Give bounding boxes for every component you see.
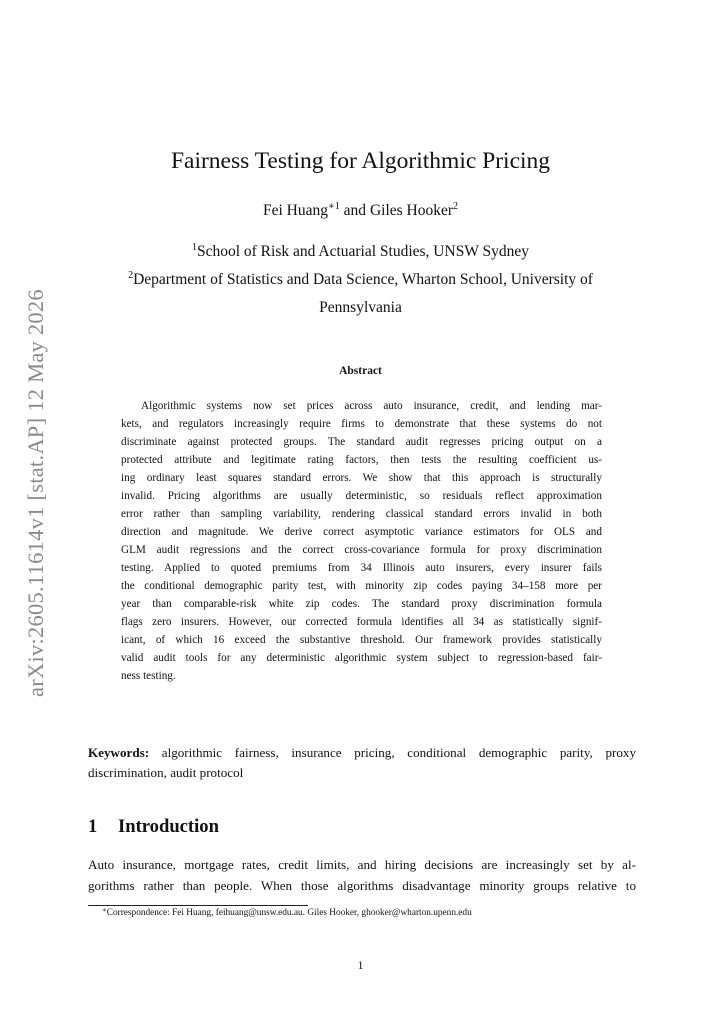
arxiv-identifier: arXiv:2605.11614v1 [stat.AP] 12 May 2026	[23, 289, 48, 697]
abstract-line: year than comparable-risk white zip codes. The standard proxy discrimination formula	[121, 598, 602, 610]
abstract-line: kets, and regulators increasingly require firms to demonstrate that these systems do not	[121, 418, 602, 430]
affiliation-continuation: Pennsylvania	[319, 299, 402, 316]
author-name: Fei Huang	[262, 202, 328, 219]
keywords-line: discrimination, audit protocol	[88, 765, 244, 780]
keywords-line	[88, 743, 636, 763]
affiliation	[0, 270, 721, 290]
author-name: Giles Hooker	[369, 202, 454, 219]
section-number: 1	[88, 816, 98, 837]
author-mark: ∗1	[328, 201, 340, 212]
keywords	[88, 743, 636, 783]
footnote	[102, 907, 472, 919]
affiliation-text: Department of Statistics and Data Science, Wharton School, University of	[133, 271, 593, 288]
abstract-heading: Abstract	[339, 365, 382, 377]
abstract-line: ness testing.	[121, 670, 176, 682]
affiliation-mark: 2	[128, 270, 134, 281]
abstract-line: direction and magnitude. We derive correct asymptotic variance estimators for OLS and	[121, 526, 602, 538]
abstract-line: Algorithmic systems now set prices across auto insurance, credit, and lending mar-	[141, 400, 602, 412]
affiliation-text: School of Risk and Actuarial Studies, UNSW Sydney	[196, 243, 530, 260]
abstract-line: error rather than sampling variability, rendering classical standard errors invalid in both	[121, 508, 602, 520]
abstract-line: GLM audit regressions and the correct cross-covariance formula for proxy discrimination	[121, 544, 602, 556]
author-list	[0, 201, 721, 221]
footnote-mark: ∗	[102, 906, 107, 914]
intro-line: Auto insurance, mortgage rates, credit limits, and hiring decisions are increasingly set by al-	[88, 857, 636, 872]
keywords-text: algorithmic fairness, insurance pricing, conditional demographic parity, proxy	[149, 745, 636, 760]
abstract-line: testing. Applied to quoted premiums from 34 Illinois auto insurers, every insurer fails	[121, 562, 602, 574]
abstract-line: discriminate against protected groups. The standard audit regresses pricing output on a	[121, 436, 602, 448]
section-heading	[88, 815, 219, 839]
abstract-line: flags zero insurers. However, our corrected formula identifies all 34 as statistically signif-	[121, 616, 602, 628]
abstract-line: protected attribute and legitimate rating factors, then tests the resulting coefficient us-	[121, 454, 602, 466]
section-title: Introduction	[118, 816, 219, 837]
abstract-line: valid audit tools for any deterministic algorithmic system subject to regression-based fair-	[121, 652, 602, 664]
author-mark: 2	[453, 201, 459, 212]
abstract-line: icant, of which 16 exceed the substantive threshold. Our framework provides statistically	[121, 634, 602, 646]
intro-paragraph	[88, 855, 636, 897]
footnote-rule	[88, 905, 308, 906]
paper-title: Fairness Testing for Algorithmic Pricing	[170, 148, 551, 174]
affiliation	[0, 242, 721, 262]
author-connector: and	[339, 202, 370, 219]
affiliation-mark: 1	[191, 242, 197, 253]
abstract-body	[121, 397, 602, 685]
abstract-line: invalid. Pricing algorithms are usually deterministic, so residuals reflect approximation	[121, 490, 602, 502]
keywords-label: Keywords:	[88, 745, 150, 760]
abstract-line: ing ordinary least squares standard errors. We show that this approach is structurally	[121, 472, 602, 484]
page-number: 1	[357, 958, 364, 972]
footnote-text: Correspondence: Fei Huang, feihuang@unsw.edu.au. Giles Hooker, ghooker@wharton.upenn.edu	[106, 908, 472, 918]
abstract-line: the conditional demographic parity test, with minority zip codes paying 34–158 more per	[121, 580, 602, 592]
intro-line: gorithms rather than people. When those algorithms disadvantage minority groups relative to	[88, 878, 636, 893]
